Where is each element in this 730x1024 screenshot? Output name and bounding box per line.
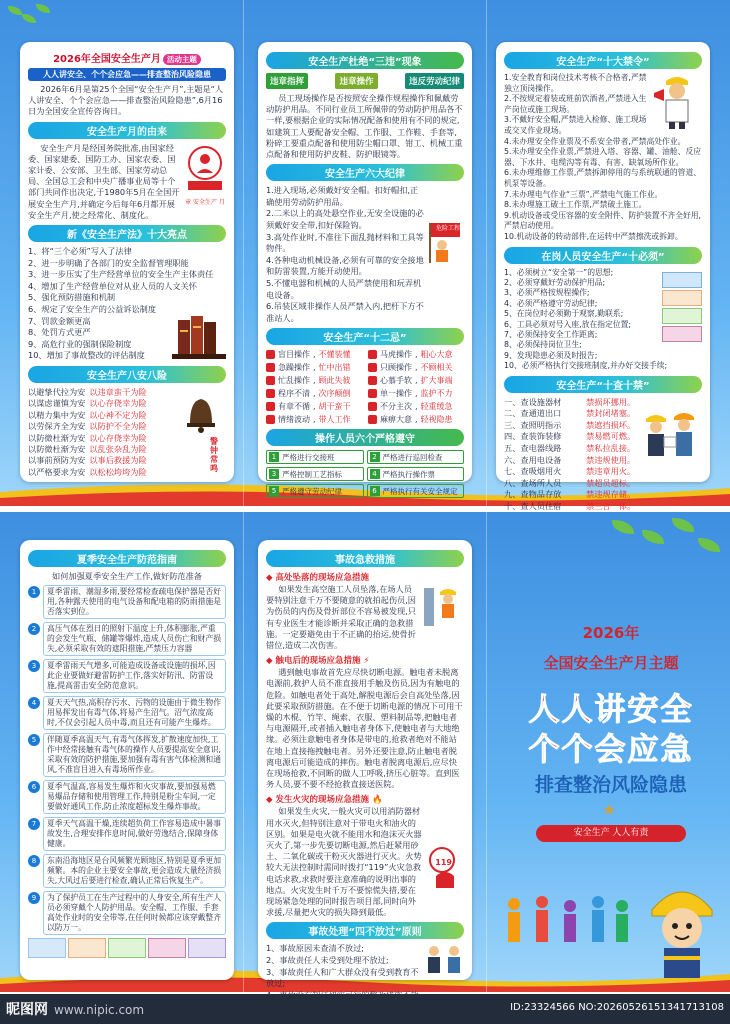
lightning-icon: ⚡ <box>363 656 370 667</box>
fire-call-number: 119 <box>435 858 452 868</box>
list-item: 一、查设施器材 禁损坏挪用。 <box>504 396 636 407</box>
list-item: 麻痹大意 , 轻视隐患 <box>368 414 464 425</box>
fall-text: 如果发生高空施工人员坠落,在场人员要特别注意千万不要随意的就拍起伤员,因为伤员的内伤及骨折部位不容易被发现,只有专业医生才能诊断并采取正确的急救措施。一定要避免由于不正确的抬运,使骨折错位,造成二次伤害。 <box>266 584 416 651</box>
leaf-decoration <box>612 520 634 534</box>
tag-violation-command: 违章指挥 <box>266 73 308 89</box>
list-item: 3 严格控制工艺指标 <box>266 467 364 481</box>
list-item: 三、查照明指示 禁遮挡损坏。 <box>504 419 636 430</box>
list-item: 二、查通道出口 禁封闭堵塞。 <box>504 408 636 419</box>
leaf-decoration <box>22 14 36 23</box>
law-books-icon <box>172 310 226 360</box>
thumbnail-image <box>662 272 702 288</box>
list-item: 6.吊装区域非操作人员严禁入内,把杆下方不准站人。 <box>266 301 424 323</box>
list-item: 4、必须严格遵守劳动纪律; <box>504 298 598 308</box>
list-item: 五、查电器线路 禁私拉乱接。 <box>504 442 636 453</box>
origin-text: 安全生产月是经国务院批准,由国家经委、国家建委、国防工办、国家农委、国家计委、公安部、卫生部、国家劳动总局、全国总工会和中央广播事业局等十个部门共同作出决定,于1980年5月在全国开展安全生产月,并确定今后每年6月都开展安全生产月,使之经常化、制度化。 <box>28 142 180 220</box>
list-item: 情绪波动 , 带人工作 <box>266 414 362 425</box>
safety-month-title: 2026年全国安全生产月 <box>53 54 161 65</box>
illustration-strip <box>28 938 226 958</box>
panel-title <box>28 50 226 65</box>
cover-pill: 安全生产 人人有责 <box>536 825 686 842</box>
list-item: 3 夏季雷雨天气增多,可能造成设备或设施的损坏,因此企业要做好避雷防护工作,落实好防汛、防雷设施,提高雷击安全防范意识。 <box>28 659 226 693</box>
thumbnail-image <box>108 938 146 958</box>
list-item: 1、将“三个必须”写入了法律 <box>28 246 132 257</box>
list-item: 以劳保齐全为安 以防护不全为险 <box>28 421 147 432</box>
first-aid-header: 事故急救措施 <box>266 550 464 567</box>
theme-badge: 活动主题 <box>163 54 201 65</box>
list-item: 5 严格遵守劳动纪律 <box>266 484 364 498</box>
thumbnail-image <box>68 938 106 958</box>
list-item: 2.二米以上的高处悬空作业,无安全设施的必须戴好安全带,扣好保险钩。 <box>266 208 424 230</box>
violation-tags <box>266 73 464 89</box>
list-item: 6、规定了安全生产的公益诉讼制度 <box>28 304 157 314</box>
list-item: 马虎操作 , 粗心大意 <box>368 349 464 360</box>
fold-line <box>243 512 244 992</box>
electric-title: ◆ 触电后的现场应急措施 ⚡ <box>266 656 370 667</box>
six-discipline-header: 安全生产六大纪律 <box>266 164 464 181</box>
list-item: 盲目操作 , 不懂装懂 <box>266 349 362 360</box>
list-item: 以精力集中为安 以心神不定为险 <box>28 409 147 420</box>
brochure-cover <box>492 512 730 992</box>
list-item: 八、查场所人员 禁超员超标。 <box>504 477 636 488</box>
law-header: 新《安全生产法》十大亮点 <box>28 225 226 242</box>
eight-header: 安全生产八安八险 <box>28 366 226 383</box>
list-item: 8、必须保持岗位卫生; <box>504 340 582 350</box>
list-item: 6 夏季气温高,容易发生爆炸和火灾事故,要加强易燃易爆品存储和使用管理工作,特别是粉尘车间,一定要做好通风工作,防止浓度超标发生爆炸事故。 <box>28 780 226 814</box>
watermark-id: ID:23324566 NO:20260526151341713108 <box>510 1002 724 1013</box>
list-item: 4 严格执行操作票 <box>367 467 465 481</box>
safety-badge-icon <box>184 143 226 221</box>
megaphone-worker-icon <box>652 73 702 129</box>
bell-icon <box>182 393 220 435</box>
list-item: 2 严格进行巡回检查 <box>367 450 465 464</box>
thumbnail-image <box>662 308 702 324</box>
three-violations-header: 安全生产杜绝“三违”现象 <box>266 52 464 69</box>
list-item: 以事前预防为安 以事后救援为险 <box>28 455 147 466</box>
intro-text: 2026年6月是第25个全国“安全生产月”,主题是“人人讲安全、个个会应急——排查整治风险隐患”,6月16日为全国安全宣传咨询日。 <box>28 84 224 117</box>
list-item: 6 严格执行有关安全规定 <box>367 484 465 498</box>
cover-subtitle: 排查整治风险隐患 <box>534 774 687 796</box>
list-item: 2.不按规定着装或班前饮酒者,严禁进入生产岗位或施工现场。 <box>504 94 647 114</box>
watermark-site: 昵图网 www.nipic.com <box>6 1002 145 1018</box>
list-item: 4 夏天天气热,高积存污水、污物的设施由于微生物作用易挥发出有毒气体,将易产生沼气。沼气浓度高时,不仅会引起人员中毒,而且还有可能产生爆炸。 <box>28 696 226 730</box>
meeting-icon <box>424 943 464 979</box>
watermark-url: www.nipic.com <box>54 1003 145 1017</box>
fire-title: ◆ 发生火灾的现场应急措施 🔥 <box>266 795 383 806</box>
leaf-decoration <box>8 6 22 15</box>
list-item: 9、发现隐患必须及时报告; <box>504 350 598 360</box>
fold-line <box>243 0 244 506</box>
list-item: 不分主次 , 轻重缓急 <box>368 401 464 412</box>
fold-line <box>486 512 487 992</box>
twelve-header: 安全生产“十二忌” <box>266 328 464 345</box>
list-item: 九、查物品存放 禁违规存储。 <box>504 489 636 500</box>
cover-headline-1: 人人讲安全 <box>528 692 694 728</box>
list-item: 5、在岗位时必须勤于观察,勤联系; <box>504 309 624 319</box>
list-item: 4.各种电动机械设备,必须有可靠的安全接地和防雷装置,方能开动使用。 <box>266 254 424 277</box>
worker-mascot-icon <box>642 872 722 982</box>
list-item: 四、查装饰装修 禁易燃可燃。 <box>504 431 636 442</box>
panel-three-violations <box>258 42 472 496</box>
fold-line <box>486 0 487 506</box>
list-item: 3.高处作业时,不准往下面乱抛材料和工具等物件。 <box>266 231 424 254</box>
list-item: 十、查人员住宿 禁三合一体。 <box>504 500 636 511</box>
list-item: 4.未办理安全作业票及不系安全带者,严禁高处作业。 <box>504 136 686 146</box>
six-strict-grid <box>266 450 464 498</box>
thumbnail-image <box>662 290 702 306</box>
list-item: 六、查用电设备 禁违规使用。 <box>504 454 636 465</box>
origin-header: 安全生产月的由来 <box>28 122 226 139</box>
six-strict-header: 操作人员六个严格遵守 <box>266 429 464 446</box>
list-item: 8.未办理施工破土工作票,严禁破土施工。 <box>504 200 647 210</box>
workers-silhouette-icon <box>502 892 632 952</box>
list-item: 10.机动设备的转动部件,在运转中严禁擦洗或拆卸。 <box>504 231 683 241</box>
ten-prohibitions-header: 安全生产“十大禁令” <box>504 52 702 69</box>
cover-theme: 全国安全生产月主题 <box>543 654 679 672</box>
list-item: 有章不循 , 胡干蛮干 <box>266 401 362 412</box>
slogan-line: 人人讲安全、个个会应急——排查整治风险隐患 <box>28 68 226 81</box>
list-item: 4、增加了生产经营单位对从业人员的人文关怀 <box>28 280 197 291</box>
list-item: 6.未办理维修工作票,严禁拆卸停用的与系统联通的管道、机泵等设备。 <box>504 168 702 188</box>
thumbnail-image <box>148 938 186 958</box>
list-item: 6、工具必须对号入座,放在指定位置; <box>504 319 632 329</box>
fall-title: ◆ 高处坠落的现场应急措施 <box>266 573 369 583</box>
thumbnail-image <box>28 938 66 958</box>
leaf-decoration <box>36 4 50 13</box>
brochure-outside-sheet <box>0 512 730 992</box>
star-icon: ★ <box>602 800 617 819</box>
list-item: 9、高危行业的强制保险制度 <box>28 338 132 349</box>
list-item: 1.进入现场,必须戴好安全帽。扣好帽扣,正确使用劳动防护用品。 <box>266 185 419 207</box>
list-item: 7 夏季天气高温干燥,连续超负荷工作容易造成中暑事故发生,合理安排作息时间,做好劳逸结合,保障身体健康。 <box>28 817 226 851</box>
twelve-grid <box>266 349 464 425</box>
list-item: 7、必须保持安全工作距离; <box>504 329 598 339</box>
list-item: 10、增加了事故整改的评估制度 <box>28 350 145 361</box>
thumbnail-image <box>188 938 226 958</box>
ten-check-header: 安全生产“十查十禁” <box>504 376 702 393</box>
list-item: 程序不清 , 次序颠倒 <box>266 388 362 399</box>
panel-safety-month <box>20 42 234 482</box>
list-item: 7、罚款金额更高 <box>28 315 91 326</box>
list-item: 1 严格进行交接班 <box>266 450 364 464</box>
list-item: 以谋虑谨慎为安 以心存侥幸为险 <box>28 398 147 409</box>
leaf-decoration <box>642 530 664 544</box>
list-item: 5、强化预防措施和机制 <box>28 292 116 303</box>
summer-guide-header: 夏季安全生产防范指南 <box>28 550 226 567</box>
tag-violation-operation: 违章操作 <box>335 73 377 89</box>
list-item: 3、事故责任人和广大群众没有受到教育不放过; <box>266 966 419 989</box>
panel-ten-prohibitions <box>496 42 710 511</box>
danger-flag-label: 危险工程 <box>435 225 460 233</box>
tag-violation-discipline: 违反劳动纪律 <box>405 73 464 89</box>
list-item: 10、必须严格执行交接班制度,并办好交接手续; <box>504 361 668 371</box>
list-item: 2、事故责任人未受到处理不放过; <box>266 955 389 966</box>
fire-text: 如果发生火灾,一般火灾可以用消防器材用水灭火,但特别注意对于带电火和油火的区别。如果是电火就不能用水和泡沫灭火器灭火了,第一步先要切断电源,然后赶紧用砂土、二氧化碳或干粉灭火器进行灭火。火势较大无法控制时需同时拨打“119”火灾急救电话求救,求救时要注意准确的说明出事的地点。火灾发生时千万不要惊慌失措,要在现场紧急处理的同时报告项目部,同时向外求援,尽量把火灾的损失降到最低。 <box>266 806 422 918</box>
list-item: 以严格要求为安 以松松垮垮为险 <box>28 466 147 477</box>
badge-caption: 章 安全生产 月 <box>185 198 225 206</box>
engineers-icon <box>642 407 702 467</box>
leaf-decoration <box>698 538 720 552</box>
list-item: 2 高压气体在烈日的照射下温度上升,体积膨胀,严重的会发生气瓶、储罐等爆炸,造成人员伤亡和财产损失,必须采取有效的遮阳措施,严禁压力容器 <box>28 622 226 656</box>
list-item: 单一操作 , 监护不力 <box>368 388 464 399</box>
list-item: 3、必须严格按规程操作; <box>504 288 590 298</box>
list-item: 忙乱操作 , 顾此失彼 <box>266 375 362 386</box>
list-item: 9.机动设备或受压容器的安全附件、防护装置不齐全好用,严禁启动使用。 <box>504 210 702 231</box>
list-item: 8、处罚方式更严 <box>28 327 91 338</box>
list-item: 七、查吸烟用火 禁违章用火。 <box>504 466 636 477</box>
electric-text: 遇到触电事故首先应尽快切断电源。触电者未脱离电源前,救护人员不准直接用手触及伤员,因为有触电的危险。如触电者处于高处,解脱电源后会自高处坠落,因此要采取预防措施。在不便于切断电源的情况下可用干燥的木棍、竹竿、绳索、衣服、塑料制品等,把触电者与电源隔开,或者插入触电者身体下,使触电者与大地绝缘。必须注意触电者身体是带电的,抢救者绝对不能站在地上直接拖拽触电者。另外还要注意,防止触电者脱离电源后可能造成的摔伤。触电者脱离电源后,应尽快在现场抢救,不同断的做人工呼吸,挤压心脏等。直到医务人员,要不要不经抢救直接送医院。 <box>266 667 463 790</box>
list-item: 1 夏季雷雨、潮湿多雨,要经常检查疏电保护器是否好用,各种露天使用的电气设备和配电箱的防雨措施是否落实到位。 <box>28 585 226 619</box>
list-item: 以防微杜渐为安 以乱张杂乱为险 <box>28 444 147 454</box>
list-item: 急躁操作 , 忙中出错 <box>266 362 362 373</box>
list-item: 7.未办理电气作业“三票”,严禁电气施工作业。 <box>504 189 663 199</box>
list-item: 5.未办理安全作业票,严禁进入塔、容器、罐、油舱、反应器、下水井、电缆沟等有毒、有害、缺氧场所作业。 <box>504 147 702 167</box>
summer-guide-lead: 如何加强夏季安全生产工作,做好防范准备 <box>52 571 202 581</box>
list-item: 2、进一步明确了各部门的安全监督管理职能 <box>28 257 189 268</box>
list-item: 1.安全教育和岗位技术考核不合格者,严禁独立顶岗操作。 <box>504 73 647 93</box>
panel-first-aid <box>258 540 472 989</box>
list-item: 3.不戴好安全帽,严禁进入检修、施工现场或交叉作业现场。 <box>504 115 647 135</box>
thumbnail-image <box>662 326 702 342</box>
list-item: 8 东南沿海地区是台风频繁光顾地区,特别是夏季更加频繁。本的企业主要安全事故,更会造成大量经济损失,大风过后要进行检查,确认正常后恢复生产。 <box>28 854 226 888</box>
leaf-decoration <box>672 518 694 532</box>
list-item: 3、进一步压实了生产经营单位的安全生产主体责任 <box>28 269 214 280</box>
cover-headline-2: 个个会应急 <box>528 732 694 768</box>
fire-icon: 🔥 <box>371 795 383 806</box>
list-item: 1、必须树立“安全第一”的思想; <box>504 267 614 277</box>
watermark-footer <box>0 994 730 1024</box>
list-item: 5.不懂电器和机械的人员严禁使用和玩弄机电设备。 <box>266 277 422 300</box>
fall-worker-icon <box>422 584 464 628</box>
list-item: 以避挚代拉为安 以违章蛮干为险 <box>28 386 147 397</box>
brochure-inside-sheet <box>0 0 730 511</box>
list-item: 心慕手软 , 扩大事端 <box>368 375 464 386</box>
list-item: 5 伴随夏季高温天气,有毒气体挥发,扩散速度加快,工作中经常接触有毒气体的操作人员要提高安全意识,采取有效的防护措施,要加强有毒有害气体检测和通风,不准盲目进入有毒场所作业。 <box>28 733 226 777</box>
list-item: 以防微杜渐为安 以心存侥幸为险 <box>28 432 147 443</box>
list-item: 只顾操作 , 不顾相关 <box>368 362 464 373</box>
violations-text: 员工现场操作是否按照安全操作规程操作和佩戴劳动防护用品。不同行业员工所佩带的劳动防护用品各不一样,要根据企业的实际情况配备和使用有不同的规定,如建筑工人要配备安全帽、工作服、工作鞋、手套等,粉碎工要重点配备和使用防尘帽口罩、钳工、机械工重点配备和使用防护皮鞋、防护眼镜等。 <box>266 93 463 160</box>
list-item: 2、必须穿戴好劳动保护用品; <box>504 277 606 287</box>
list-item: 1、事故原因未查清不放过; <box>266 943 365 954</box>
four-principles-header: 事故处理“四不放过”原则 <box>266 922 464 939</box>
bell-caption: 警钟常鸣 <box>210 436 218 473</box>
list-item: 9 为了保护员工在生产过程中的人身安全,所有生产人员必须穿戴个人防护用品。安全帽、工作服、手套高处作业时的安全带等,在任何时候都应该穿戴整齐以防万一。 <box>28 891 226 935</box>
illustration-thumbnails <box>662 272 702 342</box>
panel-summer-guide <box>20 540 234 980</box>
ten-must-header: 在岗人员安全生产“十必须” <box>504 247 702 264</box>
fire-extinguisher-worker-icon <box>426 846 464 890</box>
cover-year: 2026年 <box>582 624 640 642</box>
